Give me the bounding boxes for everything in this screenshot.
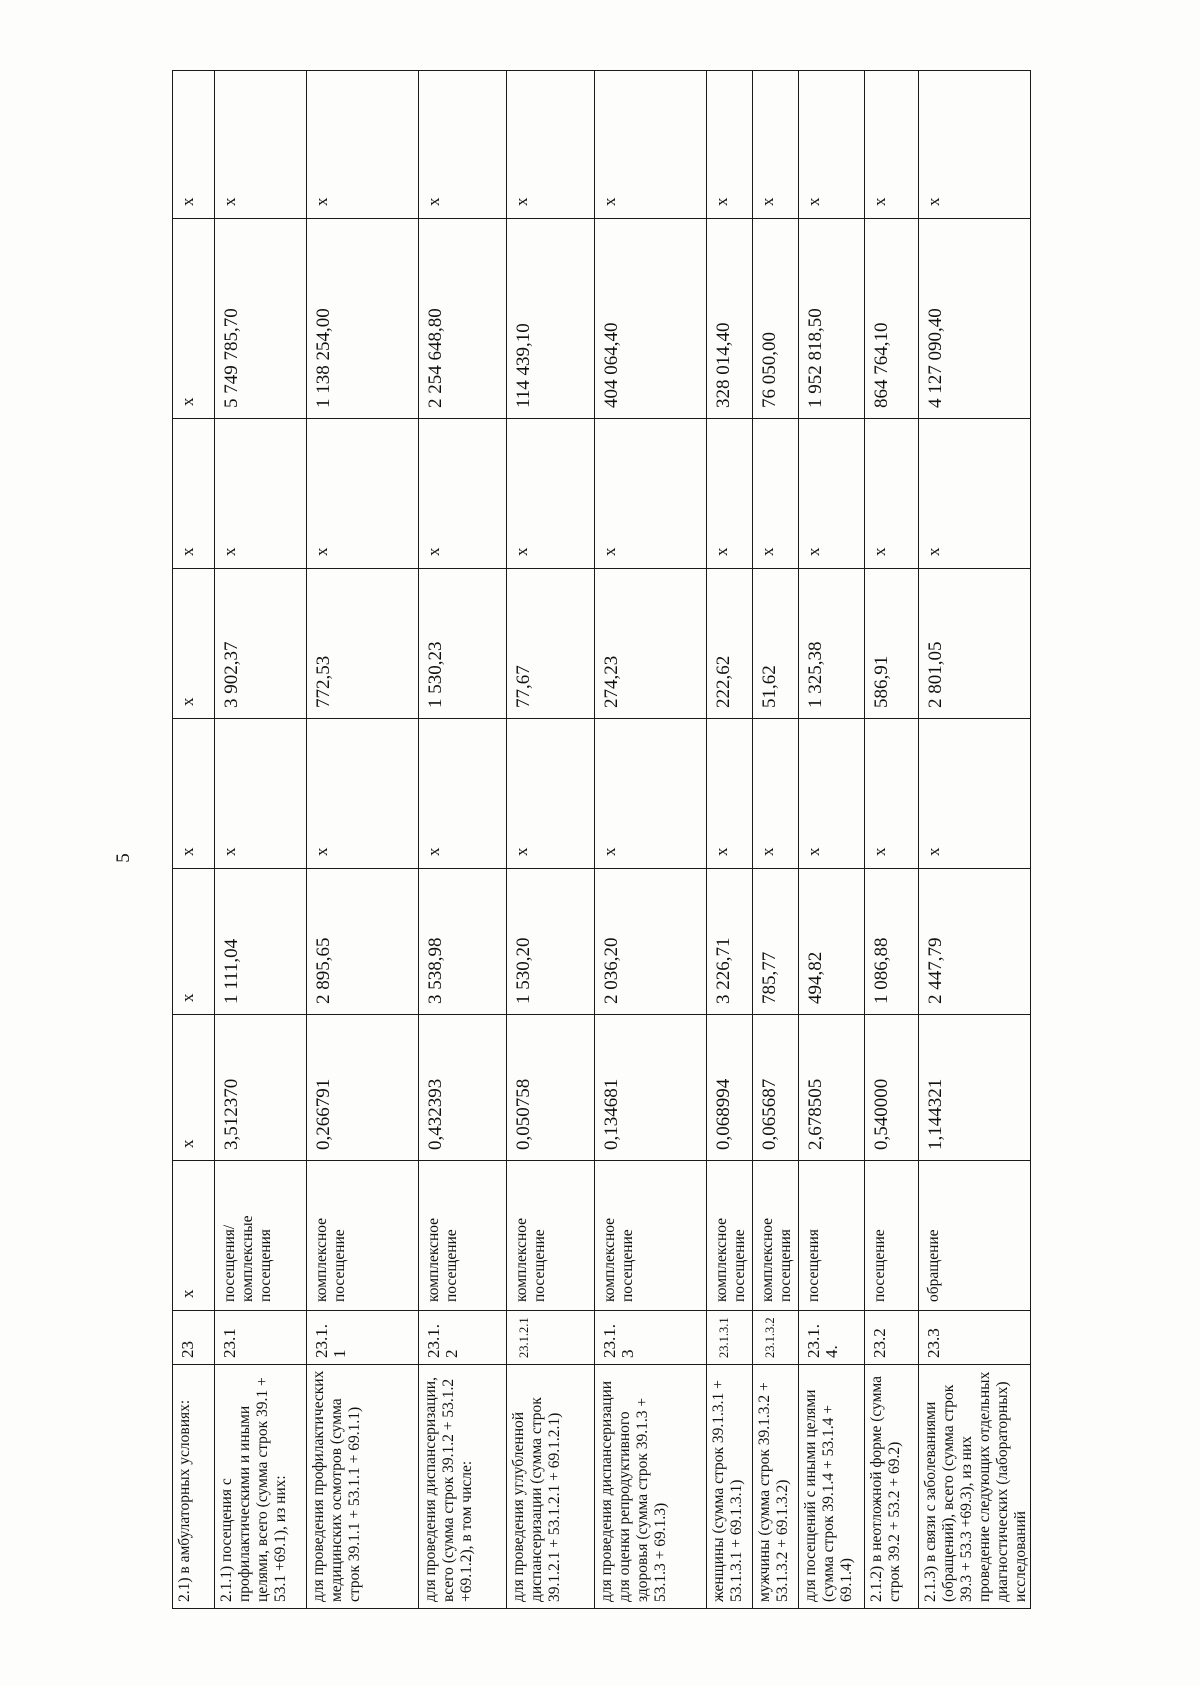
cell-volume: 0,540000: [865, 1015, 919, 1161]
cell-financing-per-capita: x: [307, 719, 419, 869]
cell-code: 23.1.2.1: [507, 1311, 595, 1365]
cell-code: 23.1.3.1: [707, 1311, 753, 1365]
cell-col8: x: [707, 419, 753, 569]
page-number: 5: [113, 853, 134, 863]
cell-financing-per-capita: x: [707, 719, 753, 869]
cell-col9: 5 749 785,70: [215, 219, 307, 419]
table-row: [595, 71, 707, 1609]
cell-last: x: [307, 71, 419, 219]
cell-cost-unit: 2 895,65: [307, 869, 419, 1015]
cell-col7: 772,53: [307, 569, 419, 719]
table-row: [865, 71, 919, 1609]
cell-col9: 2 254 648,80: [419, 219, 507, 419]
cell-unit: посещение: [865, 1161, 919, 1311]
cell-col7: 274,23: [595, 569, 707, 719]
cell-cost-unit: 494,82: [799, 869, 865, 1015]
cell-financing-per-capita: x: [215, 719, 307, 869]
cell-unit: комплексное посещения: [753, 1161, 799, 1311]
cell-code: 23.3: [919, 1311, 1031, 1365]
cell-cost-unit: 3 226,71: [707, 869, 753, 1015]
cell-col7: 2 801,05: [919, 569, 1031, 719]
cell-unit: комплексное посещение: [419, 1161, 507, 1311]
cell-last: x: [173, 71, 215, 219]
cell-last: x: [507, 71, 595, 219]
cell-cost-unit: 1 086,88: [865, 869, 919, 1015]
cell-col7: 51,62: [753, 569, 799, 719]
cell-last: x: [865, 71, 919, 219]
cell-volume: 1,144321: [919, 1015, 1031, 1161]
table-row: [919, 71, 1031, 1609]
cell-name: для посещений с иными целями (сумма строк 39.1.4 + 53.1.4 + 69.1.4): [799, 1365, 865, 1609]
cell-col7: 586,91: [865, 569, 919, 719]
cell-name: 2.1.2) в неотложной форме (сумма строк 39.2 + 53.2 + 69.2): [865, 1365, 919, 1609]
cell-last: x: [595, 71, 707, 219]
cell-name: для проведения диспансеризации, всего (сумма строк 39.1.2 + 53.1.2 +69.1.2), в том числе:: [419, 1365, 507, 1609]
cell-last: x: [753, 71, 799, 219]
cell-volume: 0,065687: [753, 1015, 799, 1161]
cell-code: 23.1.4.: [799, 1311, 865, 1365]
cell-last: x: [919, 71, 1031, 219]
cell-volume: 0,134681: [595, 1015, 707, 1161]
cell-code: 23.1.1: [307, 1311, 419, 1365]
table-row: [753, 71, 799, 1609]
cell-unit: комплексное посещение: [707, 1161, 753, 1311]
rotated-table-container: [172, 71, 1029, 1609]
cell-volume: 0,068994: [707, 1015, 753, 1161]
cell-col8: x: [919, 419, 1031, 569]
cell-last: x: [215, 71, 307, 219]
cell-cost-unit: 3 538,98: [419, 869, 507, 1015]
cell-code: 23.2: [865, 1311, 919, 1365]
cell-financing-per-capita: x: [865, 719, 919, 869]
cell-unit: обращение: [919, 1161, 1031, 1311]
cell-col7: x: [173, 569, 215, 719]
cell-col8: x: [753, 419, 799, 569]
cell-name: женщины (сумма строк 39.1.3.1 + 53.1.3.1 + 69.1.3.1): [707, 1365, 753, 1609]
table-row: [799, 71, 865, 1609]
cell-cost-unit: x: [173, 869, 215, 1015]
cell-code: 23.1: [215, 1311, 307, 1365]
cell-financing-per-capita: x: [919, 719, 1031, 869]
cell-cost-unit: 2 447,79: [919, 869, 1031, 1015]
cell-name: 2.1.1) посещения с профилактическими и иными целями, всего (сумма строк 39.1 + 53.1 +69.1), из них:: [215, 1365, 307, 1609]
cell-col9: 4 127 090,40: [919, 219, 1031, 419]
cell-name: 2.1) в амбулаторных условиях:: [173, 1365, 215, 1609]
cell-col8: x: [799, 419, 865, 569]
cell-last: x: [419, 71, 507, 219]
cell-unit: посещения: [799, 1161, 865, 1311]
cell-last: x: [799, 71, 865, 219]
cell-cost-unit: 1 530,20: [507, 869, 595, 1015]
cell-col9: 114 439,10: [507, 219, 595, 419]
cell-financing-per-capita: x: [507, 719, 595, 869]
cell-code: 23: [173, 1311, 215, 1365]
financing-table: [172, 70, 1031, 1609]
table-row: [507, 71, 595, 1609]
cell-col9: 1 138 254,00: [307, 219, 419, 419]
cell-col7: 222,62: [707, 569, 753, 719]
cell-col7: 1 325,38: [799, 569, 865, 719]
cell-cost-unit: 2 036,20: [595, 869, 707, 1015]
table-row: [419, 71, 507, 1609]
table-row: [707, 71, 753, 1609]
cell-col9: 76 050,00: [753, 219, 799, 419]
cell-financing-per-capita: x: [173, 719, 215, 869]
cell-last: x: [707, 71, 753, 219]
cell-name: для проведения диспансеризации для оценки репродуктивного здоровья (сумма строк 39.1.3 + 53.1.3 + 69.1.3): [595, 1365, 707, 1609]
cell-code: 23.1.3: [595, 1311, 707, 1365]
cell-code: 23.1.2: [419, 1311, 507, 1365]
cell-financing-per-capita: x: [419, 719, 507, 869]
cell-volume: 2,678505: [799, 1015, 865, 1161]
cell-col8: x: [507, 419, 595, 569]
cell-unit: комплексное посещение: [307, 1161, 419, 1311]
cell-volume: 0,050758: [507, 1015, 595, 1161]
cell-unit: комплексное посещение: [507, 1161, 595, 1311]
cell-col9: 328 014,40: [707, 219, 753, 419]
cell-col7: 77,67: [507, 569, 595, 719]
table-row: [215, 71, 307, 1609]
cell-financing-per-capita: x: [595, 719, 707, 869]
cell-financing-per-capita: x: [753, 719, 799, 869]
cell-col8: x: [215, 419, 307, 569]
cell-col8: x: [419, 419, 507, 569]
cell-col7: 1 530,23: [419, 569, 507, 719]
cell-col9: x: [173, 219, 215, 419]
cell-unit: x: [173, 1161, 215, 1311]
cell-name: мужчины (сумма строк 39.1.3.2 + 53.1.3.2 + 69.1.3.2): [753, 1365, 799, 1609]
cell-name: для проведения профилактических медицинских осмотров (сумма строк 39.1.1 + 53.1.1 + 69.1.1): [307, 1365, 419, 1609]
cell-col8: x: [307, 419, 419, 569]
cell-col8: x: [173, 419, 215, 569]
table-row: [173, 71, 215, 1609]
table-row: [307, 71, 419, 1609]
cell-col8: x: [865, 419, 919, 569]
cell-cost-unit: 1 111,04: [215, 869, 307, 1015]
cell-unit: комплексное посещение: [595, 1161, 707, 1311]
cell-col9: 1 952 818,50: [799, 219, 865, 419]
cell-financing-per-capita: x: [799, 719, 865, 869]
cell-code: 23.1.3.2: [753, 1311, 799, 1365]
cell-col8: x: [595, 419, 707, 569]
cell-volume: 3,512370: [215, 1015, 307, 1161]
cell-volume: 0,432393: [419, 1015, 507, 1161]
cell-name: 2.1.3) в связи с заболеваниями (обращений), всего (сумма строк 39.3 + 53.3 +69.3), из них проведение следующих отдельных диагностических (лабораторных) исследований: [919, 1365, 1031, 1609]
cell-col9: 864 764,10: [865, 219, 919, 419]
cell-name: для проведения углубленной диспансеризации (сумма строк 39.1.2.1 + 53.1.2.1 + 69.1.2.1): [507, 1365, 595, 1609]
cell-unit: посещения/комплексные посещения: [215, 1161, 307, 1311]
cell-volume: 0,266791: [307, 1015, 419, 1161]
cell-col9: 404 064,40: [595, 219, 707, 419]
cell-col7: 3 902,37: [215, 569, 307, 719]
cell-cost-unit: 785,77: [753, 869, 799, 1015]
cell-volume: x: [173, 1015, 215, 1161]
